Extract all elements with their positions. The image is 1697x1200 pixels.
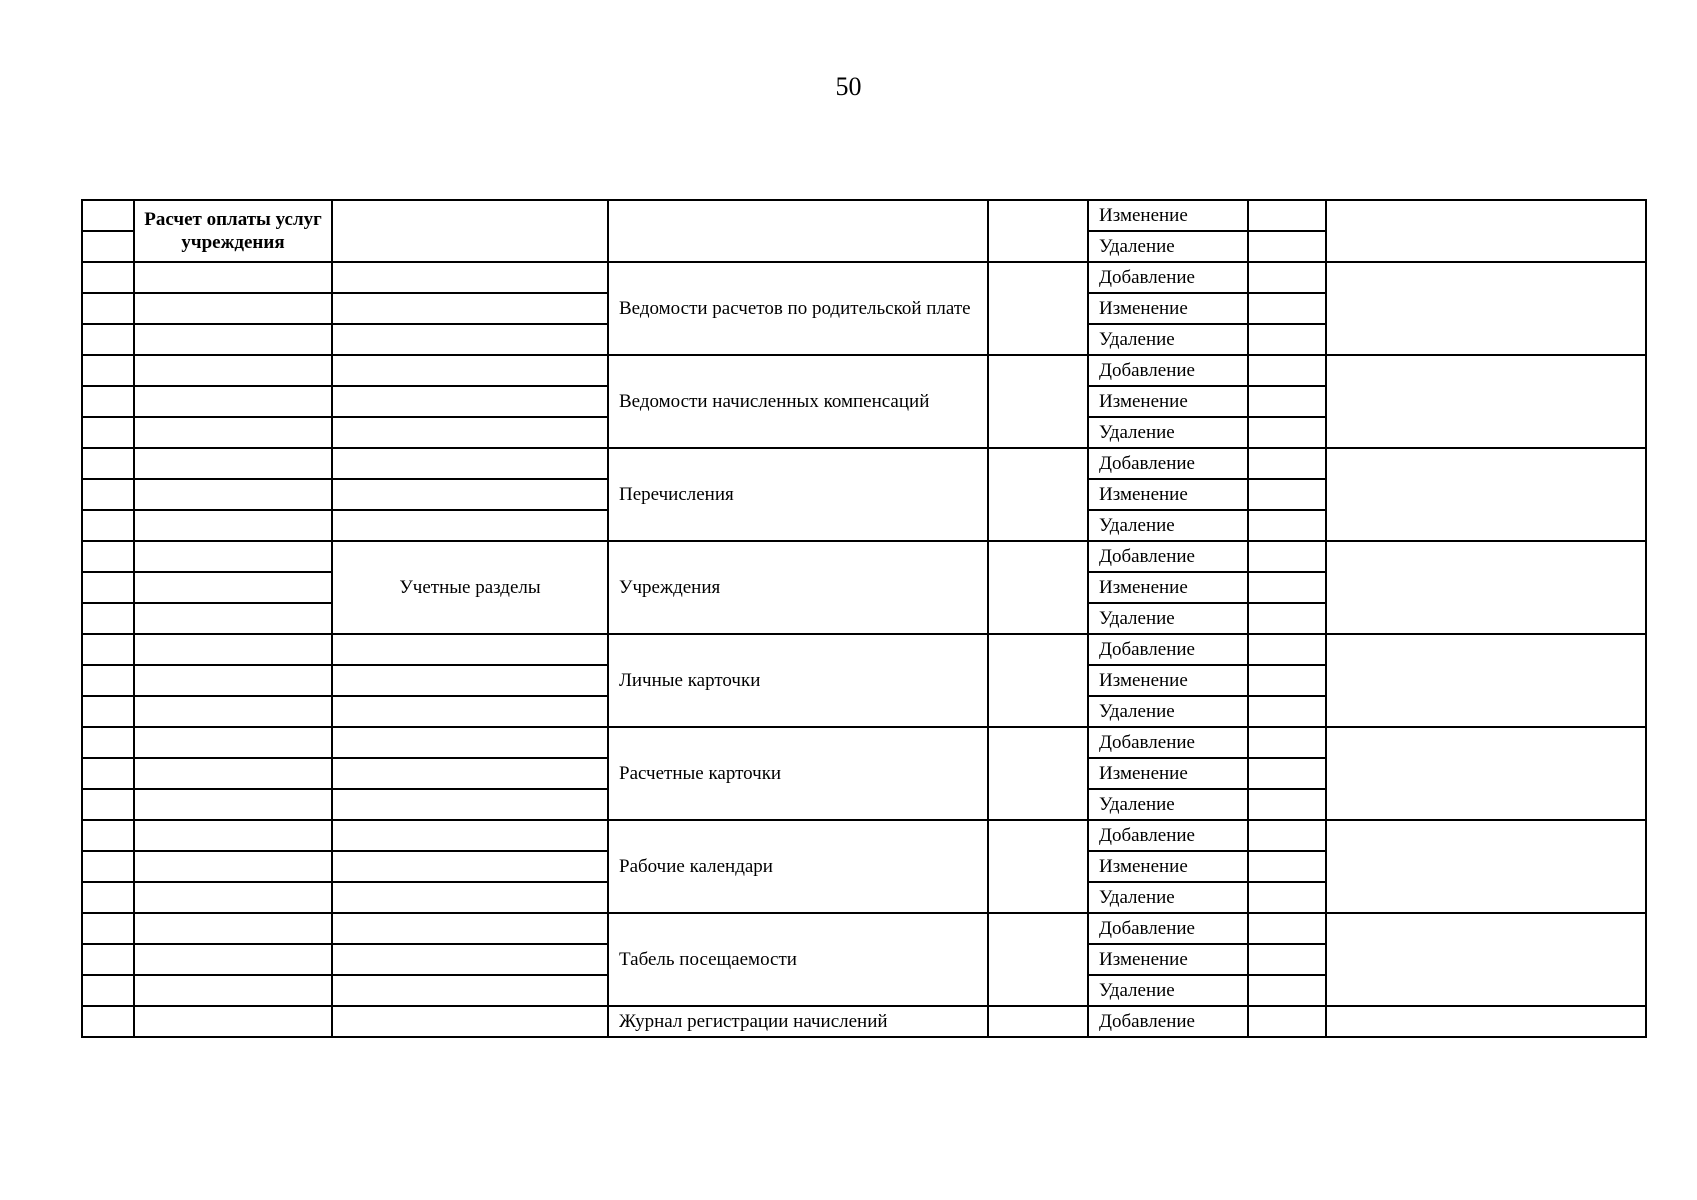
section-cell — [134, 851, 332, 882]
notes-cell — [1326, 200, 1646, 262]
group-cell — [332, 1006, 608, 1037]
group-cell — [332, 200, 608, 262]
flag-cell — [1248, 851, 1326, 882]
row-number-cell — [82, 200, 134, 231]
flag-cell — [1248, 603, 1326, 634]
row-number-cell — [82, 293, 134, 324]
flag-cell — [1248, 386, 1326, 417]
row-number-cell — [82, 665, 134, 696]
row-number-cell — [82, 541, 134, 572]
group-cell — [332, 448, 608, 479]
notes-cell — [1326, 820, 1646, 913]
flag-cell — [1248, 417, 1326, 448]
row-number-cell — [82, 448, 134, 479]
notes-cell — [1326, 541, 1646, 634]
section-title-cell: Расчет оплаты услуг учреждения — [134, 200, 332, 262]
section-cell — [134, 572, 332, 603]
table-row — [82, 355, 1646, 386]
row-number-cell — [82, 572, 134, 603]
access-rights-table — [81, 199, 1647, 1038]
subsection-cell: Рабочие календари — [608, 820, 988, 913]
group-cell — [332, 355, 608, 386]
action-cell: Изменение — [1088, 386, 1248, 417]
action-cell: Изменение — [1088, 200, 1248, 231]
section-cell — [134, 913, 332, 944]
action-cell: Добавление — [1088, 634, 1248, 665]
row-number-cell — [82, 1006, 134, 1037]
group-cell — [332, 944, 608, 975]
row-number-cell — [82, 324, 134, 355]
action-cell: Удаление — [1088, 603, 1248, 634]
blank-cell — [988, 541, 1088, 634]
table-row — [82, 200, 1646, 231]
subsection-cell: Табель посещаемости — [608, 913, 988, 1006]
notes-cell — [1326, 727, 1646, 820]
action-cell: Изменение — [1088, 944, 1248, 975]
table-row — [82, 1006, 1646, 1037]
row-number-cell — [82, 789, 134, 820]
row-number-cell — [82, 386, 134, 417]
action-cell: Удаление — [1088, 882, 1248, 913]
subsection-cell: Расчетные карточки — [608, 727, 988, 820]
section-cell — [134, 789, 332, 820]
blank-cell — [988, 727, 1088, 820]
group-cell — [332, 851, 608, 882]
section-cell — [134, 882, 332, 913]
row-number-cell — [82, 758, 134, 789]
blank-cell — [988, 448, 1088, 541]
action-cell: Изменение — [1088, 479, 1248, 510]
action-cell: Добавление — [1088, 913, 1248, 944]
group-cell — [332, 882, 608, 913]
row-number-cell — [82, 510, 134, 541]
table-row — [82, 634, 1646, 665]
subsection-cell: Журнал регистрации начислений — [608, 1006, 988, 1037]
flag-cell — [1248, 944, 1326, 975]
notes-cell — [1326, 448, 1646, 541]
group-cell — [332, 727, 608, 758]
group-cell — [332, 510, 608, 541]
row-number-cell — [82, 820, 134, 851]
blank-cell — [988, 820, 1088, 913]
flag-cell — [1248, 355, 1326, 386]
subsection-cell: Перечисления — [608, 448, 988, 541]
section-cell — [134, 355, 332, 386]
row-number-cell — [82, 231, 134, 262]
group-cell — [332, 324, 608, 355]
group-cell — [332, 696, 608, 727]
action-cell: Удаление — [1088, 231, 1248, 262]
flag-cell — [1248, 820, 1326, 851]
table-row — [82, 913, 1646, 944]
blank-cell — [988, 913, 1088, 1006]
action-cell: Добавление — [1088, 820, 1248, 851]
flag-cell — [1248, 231, 1326, 262]
group-cell — [332, 913, 608, 944]
section-cell — [134, 727, 332, 758]
section-cell — [134, 944, 332, 975]
action-cell: Добавление — [1088, 727, 1248, 758]
section-cell — [134, 758, 332, 789]
section-cell — [134, 665, 332, 696]
table-row — [82, 820, 1646, 851]
flag-cell — [1248, 882, 1326, 913]
section-cell — [134, 324, 332, 355]
section-cell — [134, 293, 332, 324]
group-cell — [332, 293, 608, 324]
group-cell — [332, 262, 608, 293]
flag-cell — [1248, 479, 1326, 510]
table-row — [82, 727, 1646, 758]
flag-cell — [1248, 758, 1326, 789]
flag-cell — [1248, 293, 1326, 324]
row-number-cell — [82, 944, 134, 975]
page-number: 50 — [835, 72, 862, 101]
row-number-cell — [82, 634, 134, 665]
flag-cell — [1248, 324, 1326, 355]
blank-cell — [988, 262, 1088, 355]
section-cell — [134, 541, 332, 572]
subsection-cell: Ведомости начисленных компенсаций — [608, 355, 988, 448]
subsection-cell: Личные карточки — [608, 634, 988, 727]
flag-cell — [1248, 696, 1326, 727]
action-cell: Изменение — [1088, 293, 1248, 324]
row-number-cell — [82, 696, 134, 727]
section-cell — [134, 634, 332, 665]
section-cell — [134, 820, 332, 851]
row-number-cell — [82, 851, 134, 882]
flag-cell — [1248, 913, 1326, 944]
row-number-cell — [82, 355, 134, 386]
action-cell: Удаление — [1088, 696, 1248, 727]
row-number-cell — [82, 882, 134, 913]
row-number-cell — [82, 262, 134, 293]
subsection-cell: Учреждения — [608, 541, 988, 634]
action-cell: Добавление — [1088, 541, 1248, 572]
section-cell — [134, 603, 332, 634]
group-title-cell: Учетные разделы — [332, 541, 608, 634]
subsection-cell — [608, 200, 988, 262]
flag-cell — [1248, 200, 1326, 231]
row-number-cell — [82, 975, 134, 1006]
row-number-cell — [82, 417, 134, 448]
section-cell — [134, 975, 332, 1006]
action-cell: Удаление — [1088, 324, 1248, 355]
section-cell — [134, 479, 332, 510]
section-cell — [134, 696, 332, 727]
blank-cell — [988, 1006, 1088, 1037]
section-cell — [134, 448, 332, 479]
group-cell — [332, 665, 608, 696]
group-cell — [332, 634, 608, 665]
flag-cell — [1248, 975, 1326, 1006]
action-cell: Изменение — [1088, 851, 1248, 882]
flag-cell — [1248, 1006, 1326, 1037]
row-number-cell — [82, 479, 134, 510]
flag-cell — [1248, 541, 1326, 572]
action-cell: Изменение — [1088, 572, 1248, 603]
group-cell — [332, 789, 608, 820]
row-number-cell — [82, 603, 134, 634]
table-row — [82, 541, 1646, 572]
group-cell — [332, 820, 608, 851]
flag-cell — [1248, 572, 1326, 603]
flag-cell — [1248, 262, 1326, 293]
section-cell — [134, 417, 332, 448]
section-cell — [134, 386, 332, 417]
notes-cell — [1326, 634, 1646, 727]
action-cell: Добавление — [1088, 1006, 1248, 1037]
action-cell: Добавление — [1088, 262, 1248, 293]
flag-cell — [1248, 665, 1326, 696]
group-cell — [332, 386, 608, 417]
section-cell — [134, 1006, 332, 1037]
subsection-cell: Ведомости расчетов по родительской плате — [608, 262, 988, 355]
row-number-cell — [82, 727, 134, 758]
flag-cell — [1248, 510, 1326, 541]
blank-cell — [988, 200, 1088, 262]
notes-cell — [1326, 913, 1646, 1006]
table-row — [82, 448, 1646, 479]
blank-cell — [988, 634, 1088, 727]
section-cell — [134, 510, 332, 541]
action-cell: Удаление — [1088, 975, 1248, 1006]
blank-cell — [988, 355, 1088, 448]
action-cell: Удаление — [1088, 510, 1248, 541]
notes-cell — [1326, 262, 1646, 355]
group-cell — [332, 975, 608, 1006]
action-cell: Добавление — [1088, 355, 1248, 386]
row-number-cell — [82, 913, 134, 944]
section-cell — [134, 262, 332, 293]
flag-cell — [1248, 789, 1326, 820]
notes-cell — [1326, 1006, 1646, 1037]
group-cell — [332, 417, 608, 448]
group-cell — [332, 758, 608, 789]
action-cell: Изменение — [1088, 665, 1248, 696]
action-cell: Изменение — [1088, 758, 1248, 789]
flag-cell — [1248, 727, 1326, 758]
action-cell: Удаление — [1088, 417, 1248, 448]
action-cell: Удаление — [1088, 789, 1248, 820]
flag-cell — [1248, 448, 1326, 479]
flag-cell — [1248, 634, 1326, 665]
group-cell — [332, 479, 608, 510]
table-row — [82, 262, 1646, 293]
action-cell: Добавление — [1088, 448, 1248, 479]
notes-cell — [1326, 355, 1646, 448]
